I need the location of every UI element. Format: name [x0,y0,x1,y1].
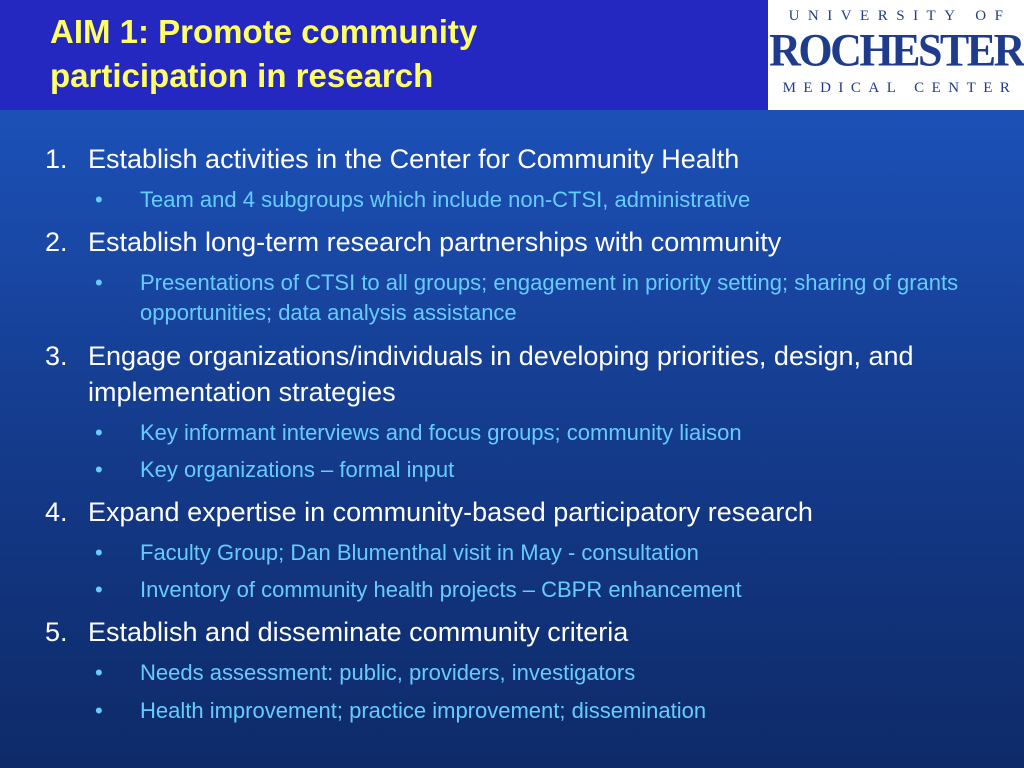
item-number: 2. [45,227,68,257]
bullet-icon: • [95,660,103,685]
university-logo [768,0,1024,110]
item-number: 5. [45,617,68,647]
bullet-icon: • [95,270,103,295]
bullet-icon: • [95,698,103,723]
sub-item-text: Faculty Group; Dan Blumenthal visit in May - consultation [140,540,699,565]
bullet-icon: • [95,420,103,445]
sub-item-text: Presentations of CTSI to all groups; engagement in priority setting; sharing of grants opportunities; data analysis assistance [140,270,959,325]
item-number: 4. [45,497,68,527]
item-number: 1. [45,144,68,174]
bullet-icon: • [95,577,103,602]
sub-item-text: Key organizations – formal input [140,457,455,482]
bullet-icon: • [95,540,103,565]
slide-title [50,10,750,98]
logo-university-of: UNIVERSITY OF [788,8,1012,24]
item-number: 3. [45,341,68,371]
sub-item-text: Team and 4 subgroups which include non-CTSI, administrative [140,187,751,212]
bullet-icon: • [95,457,103,482]
item-text: Expand expertise in community-based participatory research [88,497,813,527]
sub-item-text: Health improvement; practice improvement; dissemination [140,698,707,723]
bullet-icon: • [95,187,103,212]
item-text: Establish and disseminate community criteria [88,617,629,647]
slide-title-line-2: participation in research [50,57,434,94]
logo-rochester: ROCHESTER [769,24,1023,77]
slide-title-line-1: AIM 1: Promote community [50,13,478,50]
sub-item-text: Inventory of community health projects – CBPR enhancement [140,577,742,602]
item-text: Establish long-term research partnerships with community [88,227,782,257]
item-text: Establish activities in the Center for Community Health [88,144,740,174]
logo-medical-center: MEDICAL CENTER [782,80,1018,96]
sub-item-text: Key informant interviews and focus groups; community liaison [140,420,742,445]
item-text: Engage organizations/individuals in developing priorities, design, and implementation strategies [88,341,914,407]
sub-item-text: Needs assessment: public, providers, investigators [140,660,636,685]
